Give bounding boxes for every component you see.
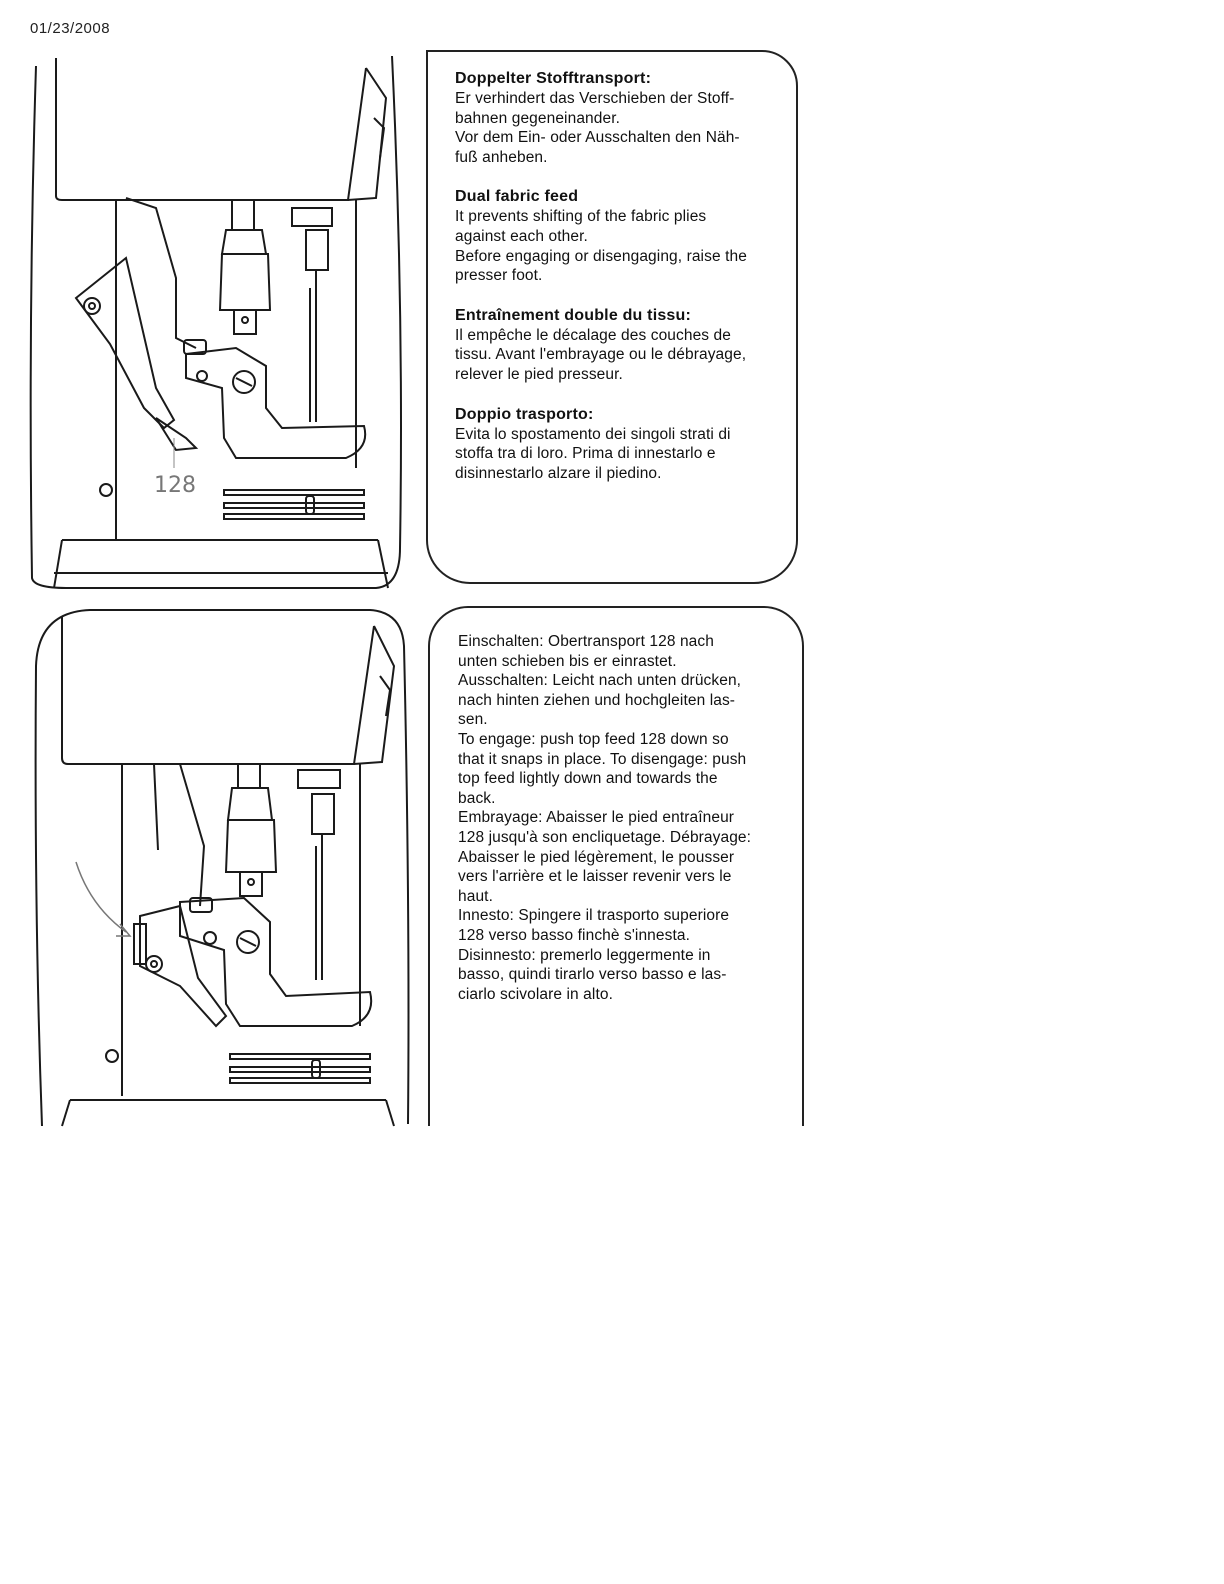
heading-english: Dual fabric feed <box>455 188 579 206</box>
heading-french: Entraînement double du tissu: <box>455 306 692 324</box>
section-french <box>455 306 776 385</box>
section-italian <box>455 405 776 484</box>
instructions-panel-description <box>426 50 798 584</box>
section-german <box>455 69 776 167</box>
body-italian: Evita lo spostamento dei singoli strati di stoffa tra di loro. Prima di innestarlo e disinnestarlo alzare il piedino. <box>455 425 731 482</box>
engage-text-german: Einschalten: Obertransport 128 nach unten schieben bis er einrastet. Ausschalten: Leicht nach unten drücken, nach hinten ziehen und hochgleiten las- sen. <box>458 633 742 729</box>
page-date: 01/23/2008 <box>30 20 111 37</box>
heading-italian: Doppio trasporto: <box>455 405 594 423</box>
heading-german: Doppelter Stofftransport: <box>455 70 652 87</box>
engage-text-italian: Innesto: Spingere il trasporto superiore 128 verso basso finchè s'innesta. Disinnesto: premerlo leggermente in basso, quindi tirarlo verso basso e las- ciarlo scivolare in alto. <box>458 907 730 1003</box>
figure-dual-feed-engaged <box>30 606 414 1130</box>
figure-dual-feed-disengaged <box>26 48 406 592</box>
engage-text-english: To engage: push top feed 128 down so that it snaps in place. To disengage: push top feed lightly down and towards the back. <box>458 730 747 807</box>
body-german: Er verhindert das Verschieben der Stoff- bahnen gegeneinander. Vor dem Ein- oder Ausschalten den Näh- fuß anheben. <box>455 90 740 166</box>
engage-text-french: Embrayage: Abaisser le pied entraîneur 128 jusqu'à son encliquetage. Débrayage: Abaisser le pied légèrement, le pousser vers l'arrière et le laisser revenir vers le haut. <box>458 809 752 905</box>
body-english: It prevents shifting of the fabric plies against each other. Before engaging or disengaging, raise the presser foot. <box>455 208 747 285</box>
instructions-panel-engage <box>428 606 804 1126</box>
section-english <box>455 187 776 285</box>
part-number-label: 128 <box>154 473 196 498</box>
body-french: Il empêche le décalage des couches de tissu. Avant l'embrayage ou le débrayage, relever le pied presseur. <box>455 326 747 383</box>
